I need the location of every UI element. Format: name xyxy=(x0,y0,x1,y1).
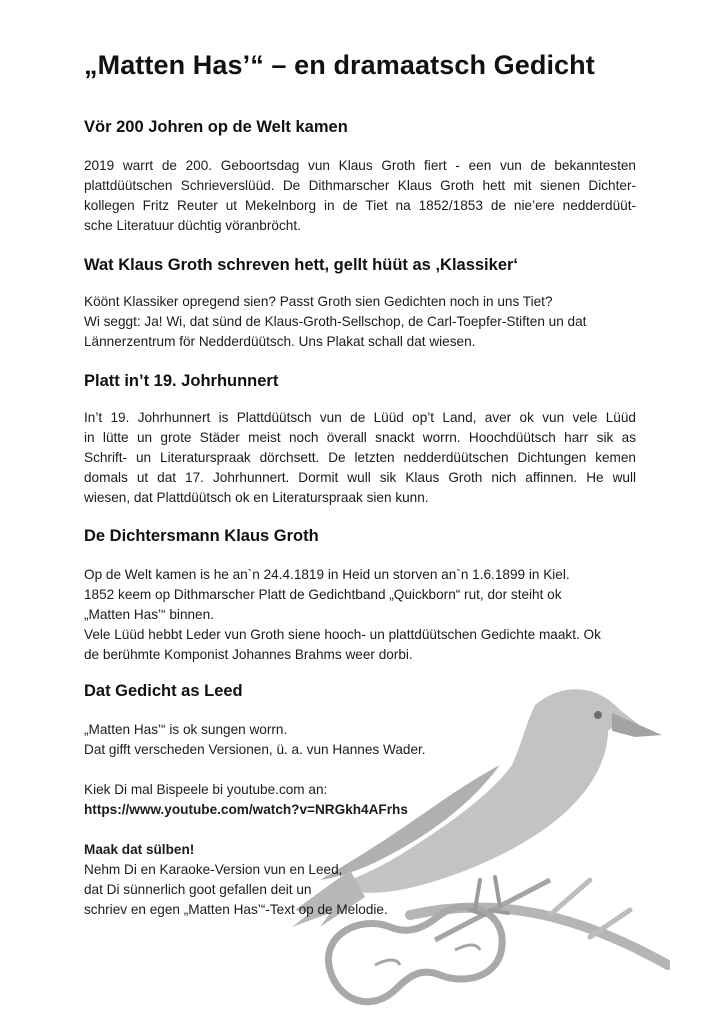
text-line: dat Di sünnerlich goot gefallen deit un xyxy=(84,882,312,897)
section-heading-dichtersmann: De Dichtersmann Klaus Groth xyxy=(84,527,319,545)
section-heading-gedicht-as-leed: Dat Gedicht as Leed xyxy=(84,682,243,700)
text-line: In’t 19. Johrhunnert is Plattdüütsch vun de Lüüd op’t Land, aver ok vun vele Lüüd xyxy=(84,410,636,425)
text-line: in lütte un grote Städer meist noch överall snackt worrn. Hoochdüütsch harr sik as xyxy=(84,430,636,445)
section-text-gedicht-as-leed xyxy=(84,720,636,760)
text-line: kollegen Fritz Reuter ut Mekelnborg in de Tiet na 1852/1853 de nie’ere nedderdüüt- xyxy=(84,198,636,213)
section-text-dichtersmann xyxy=(84,565,636,665)
youtube-hint xyxy=(84,780,636,820)
text-line: de berühmte Komponist Johannes Brahms weer dorbi. xyxy=(84,647,413,662)
youtube-link[interactable]: https://www.youtube.com/watch?v=NRGkh4AFrhs xyxy=(84,802,408,817)
text-line: Lännerzentrum för Nedderdüütsch. Uns Plakat schall dat wiesen. xyxy=(84,334,476,349)
text-line: „Matten Has’“ is ok sungen worrn. xyxy=(84,722,288,737)
text-line: Nehm Di en Karaoke-Version vun en Leed, xyxy=(84,862,343,877)
text-line: Op de Welt kamen is he an`n 24.4.1819 in Heid un storven an`n 1.6.1899 in Kiel. xyxy=(84,567,570,582)
section-heading-klassiker: Wat Klaus Groth schreven hett, gellt hüüt as ‚Klassiker‘ xyxy=(84,256,518,274)
maak-dat-suelben-heading: Maak dat sülben! xyxy=(84,842,195,857)
text-line: schriev en egen „Matten Has’“-Text op de Melodie. xyxy=(84,902,388,917)
section-text-19-johrhunnert xyxy=(84,408,636,508)
page-title: „Matten Has’“ – en dramaatsch Gedicht xyxy=(84,50,595,80)
text-line: Kiek Di mal Bispeele bi youtube.com an: xyxy=(84,782,328,797)
text-line: domals ut dat 17. Johrhunnert. Dormit wull sik Klaus Groth nich affinnen. He wull xyxy=(84,470,636,485)
text-line: Dat gifft verscheden Versionen, ü. a. vun Hannes Wader. xyxy=(84,742,426,757)
text-line: Wi seggt: Ja! Wi, dat sünd de Klaus-Groth-Sellschop, de Carl-Toepfer-Stiften un dat xyxy=(84,314,587,329)
section-heading-19-johrhunnert: Platt in’t 19. Johrhunnert xyxy=(84,372,279,390)
text-line: Vele Lüüd hebbt Leder vun Groth siene hooch- un plattdüütschen Gedichte maakt. Ok xyxy=(84,627,601,642)
section-heading-200-johren: Vör 200 Johren op de Welt kamen xyxy=(84,118,348,136)
text-line: Köönt Klassiker opregend sien? Passt Groth sien Gedichten noch in uns Tiet? xyxy=(84,294,553,309)
section-text-klassiker xyxy=(84,292,636,352)
text-line: 2019 warrt de 200. Geboortsdag vun Klaus Groth fiert - een vun de bekanntesten xyxy=(84,158,636,173)
text-line: sche Literatuur düchtig vöranbröcht. xyxy=(84,218,301,233)
maak-dat-suelben-block xyxy=(84,840,636,920)
text-line: 1852 keem op Dithmarscher Platt de Gedichtband „Quickborn“ rut, dor steiht ok xyxy=(84,587,562,602)
text-line: wiesen, dat Plattdüütsch ok en Literaturspraak sien kunn. xyxy=(84,490,429,505)
text-line: „Matten Has’“ binnen. xyxy=(84,607,214,622)
text-line: plattdüütschen Schrieverslüüd. De Dithmarscher Klaus Groth hett mit sienen Dichter- xyxy=(84,178,636,193)
text-line: Schrift- un Literaturspraak dörchsett. De letzten nedderdüütschen Dichtungen kemen xyxy=(84,450,636,465)
section-text-200-johren xyxy=(84,156,636,236)
